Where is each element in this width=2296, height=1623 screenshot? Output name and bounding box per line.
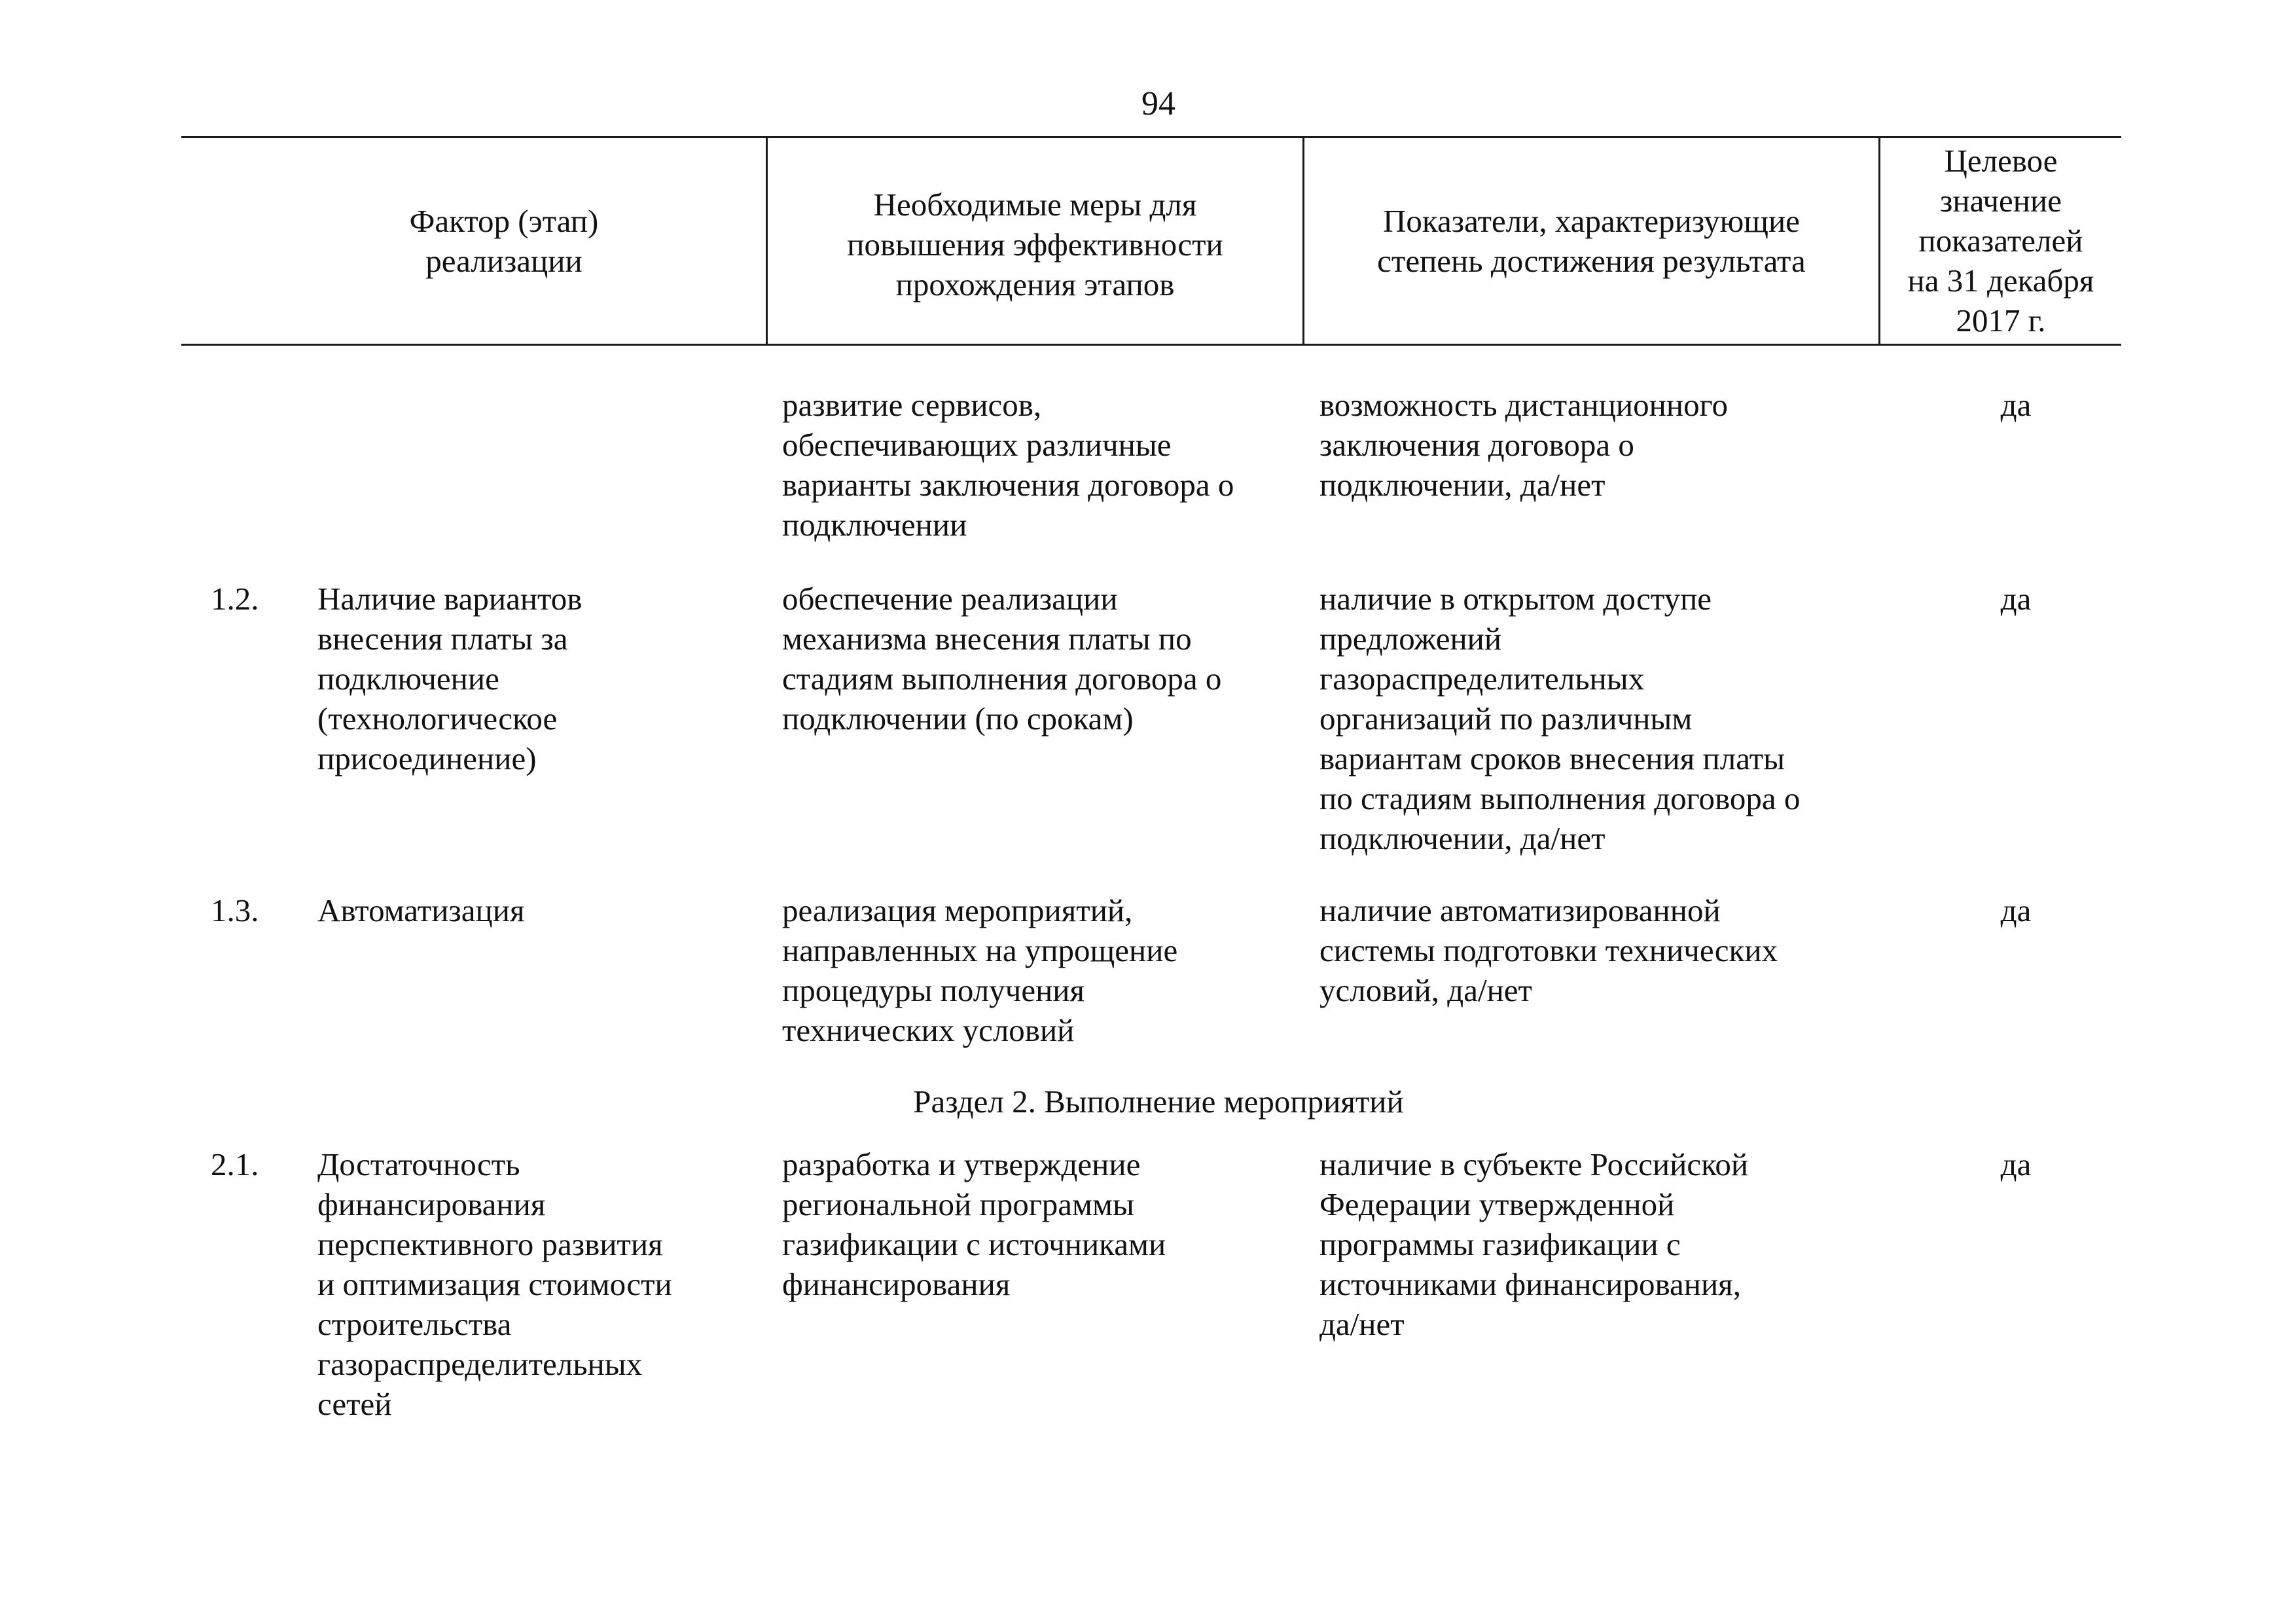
header-factor: Фактор (этап) реализации bbox=[409, 202, 599, 279]
measure-cell: обеспечение реализации механизма внесения платы по стадиям выполнения договора о подключении (по срокам) bbox=[782, 581, 1222, 737]
measure-cell: развитие сервисов, обеспечивающих различные варианты заключения договора о подключении bbox=[782, 387, 1234, 543]
target-cell: да bbox=[2000, 581, 2032, 617]
indicator-cell: наличие автоматизированной системы подготовки технических условий, да/нет bbox=[1319, 892, 1778, 1008]
row-number: 1.3. bbox=[211, 892, 259, 928]
target-cell: да bbox=[2000, 387, 2032, 423]
page-number: 94 bbox=[1141, 85, 1175, 122]
section-heading: Раздел 2. Выполнение мероприятий bbox=[913, 1084, 1404, 1120]
header-target: Целевое значение показателей на 31 декабря 2017 г. bbox=[1907, 143, 2094, 338]
factor-cell: Автоматизация bbox=[317, 892, 525, 928]
target-cell: да bbox=[2000, 892, 2032, 928]
factor-cell: Достаточность финансирования перспективного развития и оптимизация стоимости строительства газораспределительных сетей bbox=[317, 1146, 672, 1422]
header-measures: Необходимые меры для повышения эффективности прохождения этапов bbox=[847, 187, 1223, 302]
header-bottom-rule bbox=[181, 344, 2121, 346]
target-cell: да bbox=[2000, 1146, 2032, 1182]
header-indicators: Показатели, характеризующие степень достижения результата bbox=[1377, 202, 1806, 279]
indicator-cell: возможность дистанционного заключения договора о подключении, да/нет bbox=[1319, 387, 1728, 503]
indicator-cell: наличие в субъекте Российской Федерации утвержденной программы газификации с источниками финансирования, да/нет bbox=[1319, 1146, 1749, 1342]
indicator-cell: наличие в открытом доступе предложений газораспределительных организаций по различным вариантам сроков внесения платы по стадиям выполнения договора о подключении, да/нет bbox=[1319, 581, 1801, 856]
measure-cell: реализация мероприятий, направленных на упрощение процедуры получения технических условий bbox=[782, 892, 1178, 1048]
measure-cell: разработка и утверждение региональной программы газификации с источниками финансирования bbox=[782, 1146, 1166, 1302]
row-number: 2.1. bbox=[211, 1146, 259, 1182]
row-number: 1.2. bbox=[211, 581, 259, 617]
factor-cell: Наличие вариантов внесения платы за подключение (технологическое присоединение) bbox=[317, 581, 583, 776]
